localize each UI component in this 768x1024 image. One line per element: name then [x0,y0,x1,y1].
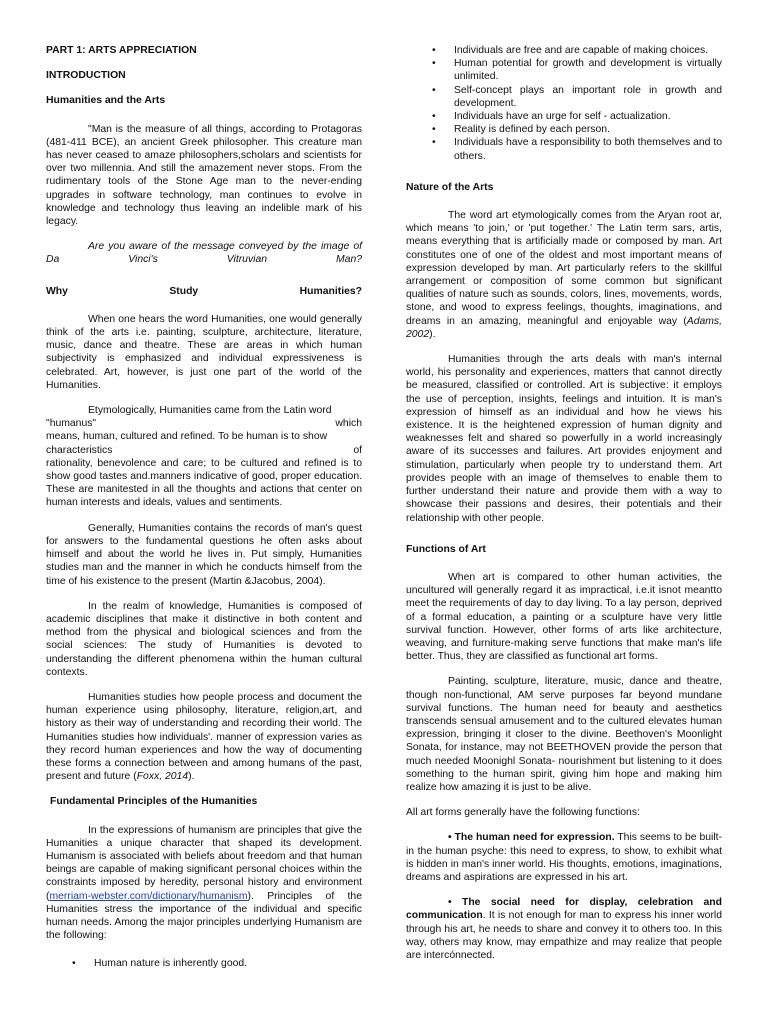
humanism-text: In the expressions of humanism are principles that give the Humanities a unique character that shaped its development. Humanism is associated with beliefs about freedom and that human beings are capable of making significant personal choices within the constraints imposed by heredity, personal history and environment ( [46,824,362,902]
why-word-2: Study [169,285,199,297]
why-study-heading [46,285,362,298]
etymology-line-3: means, human, cultured and refined. To be human is to show [46,431,328,443]
etymology-line-1: Etymologically, Humanities came from the Latin word [88,405,332,417]
process-end: ). [188,771,195,783]
paragraph-realm: In the realm of knowledge, Humanities is composed of academic disciplines that make it distinctive in both content and method from the physical and biological sciences and from the social sciences: The study of Humanities is devoted to understanding the different phenomena within the human cultural contexts. [46,600,362,678]
principle-item: • Self-concept plays an important role in growth and development. [406,84,722,110]
vitruvian-question: Are you aware of the message conveyed by the image of Da Vinci's Vitruvian Man? [46,241,362,266]
humanism-end: ). Principles of the Humanities stress the importance of the individual and specific human needs. Among the major principles underlying Humanism are the following: [46,890,362,942]
principles-list [406,44,722,163]
principles-list-start [46,957,362,970]
paragraph-functions-intro: All art forms generally have the following functions: [406,807,640,819]
why-word-3: Humanities? [299,285,362,297]
etymology-line-5: rationality, benevolence and care; to be cultured and refined is to show good tastes and.manners indicative of good, proper education. These are manitested in all the thoughts and actions that center on human interests and ideals, values and sentiments. [46,457,362,509]
adams-citation: Adams, 2002 [406,315,722,340]
paragraph-beethoven: Painting, sculpture, literature, music, dance and theatre, though non-functional, AM serve purposes far beyond mundane survival functions. The human need for beauty and aesthetics transcends sensual amusement and to the cultured elevates human expression, bringing it closer to the divine. Beethoven's Moonlight Sonata, for instance, may not BEETHOVEN provide the person that much needed Moonighl Sonata- nourishment but listening to it does something to the human spirit, giving him hope and making him realize how amazing it is just to be alive. [406,676,722,793]
right-column [406,44,722,962]
paragraph-process [46,691,362,783]
paragraph-art-etymology [406,209,722,341]
characteristics-word: characteristics [46,444,113,456]
nature-of-arts-heading: Nature of the Arts [406,181,494,193]
art-etymology-text: The word art etymologically comes from the Aryan root ar, which means 'to join,' or 'put together.' The Latin term sars, artis, means everything that is artificially made or composed by man. Art constitutes one of one of the oldest and most important means of expression developed by man. Art particularly refers to the skillful arrangement or composition of some common but significant qualities of nature such as sounds, colors, lines, movements, words, stone, and wood to express feelings, thoughts, imaginations, and dreams in an amazing, meaningful and enjoyable way ( [406,210,722,327]
paragraph-internal-world: Humanities through the arts deals with man's internal world, his personality and experiences, matters that cannot directly be measured, classified or controlled. Art is subjective: it employs the use of perception, insights, feelings and intuition. It is man's expression of himself as an individual and how he views his existence. It is the heightened expression of human dignity and weaknesses felt and shared so powerfully in a world increasingly aware of its successes and failures. Art provides enjoyment and stimulation, particularly when people try to understand them. Art provides people with an image of themselves to enable them to further understand their nature and provide them with a way to showcase their passions and desires, their potentials and their relationship with other people. [406,354,722,524]
social-title: • The social need for display, celebration and communication [406,897,722,922]
humanus-word: "humanus" [46,418,97,430]
paragraph-protagoras: "Man is the measure of all things, according to Protagoras (481-411 BCE), an ancient Greek philosopher. This creature man has never ceased to amaze philosophers,scholars and scientists for over two millennia. And still the amazement never stops. From the rudimentary tools of the Stone Age man to the never-ending upgrades in software technology, man continues to evolve in knowledge and technology thus leaving an indelible mark of his legacy. [46,123,362,228]
process-text: Humanities studies how people process and document the human experience using philosophy, literature, religion,art, and history as their way of understanding and recording their world. The Humanities studies how individuals'. manner of expression varies as they record human experiences and how the way of documenting these forms a connection between and among humans of the past, present and future ( [46,691,362,783]
paragraph-humanism [46,824,362,943]
paragraph-records: Generally, Humanities contains the records of man's quest for answers to the fundamental questions he often asks about himself and about the world he lives in. Put simply, Humanities studies man and the manner in which he conducts himself from the time of his existence to the present (Martin &Jacobus, 2004). [46,522,362,587]
introduction-heading: INTRODUCTION [46,70,126,82]
foxx-citation: Foxx, 2014 [136,771,189,783]
humanities-arts-heading: Humanities and the Arts [46,95,166,107]
expression-body: This seems to be built-in the human psyche: this need to express, to show, to exhibit what is hidden in man's inner world. His thoughts, emotions, imaginations, dreams and aspirations are expressed in his art. [406,832,722,883]
paragraph-etymology [46,404,362,510]
why-word-1: Why [46,285,68,297]
etymology-line-2 [46,417,362,430]
functions-of-art-heading: Functions of Art [406,543,486,555]
paragraph-uncultured: When art is compared to other human activities, the uncultured will generally regard it as impractical, i.e.it isnot meantto meet the requirements of day to day living. To a lay person, deprived of a formal education, a painting or a sculpture have very little survival function. However, other forms of arts like architecture, weaving, and furniture-making serve functions that make man's life better. Thus, they are classified as functional art forms. [406,571,722,663]
principle-item: • Reality is defined by each person. [406,123,722,136]
etymology-line-4 [46,444,362,457]
art-etymology-end: ). [429,328,436,340]
paragraph-arts-think: When one hears the word Humanities, one would generally think of the arts i.e. painting, sculpture, architecture, literature, music, dance and theatre. These are areas in which human subjectivity is emphasized and individual expressiveness is celebrated. Art, however, is just one part of the world of the Humanities. [46,313,362,391]
of-word: of [353,444,362,456]
social-body: . It is not enough for man to express his inner world through his art, he needs to share and convey it to others too. In this way, others may know, may empathize and may realize that people are intercónnected. [406,910,722,961]
function-expression [406,831,722,884]
merriam-webster-link[interactable]: merriam-webster.com/dictionary/humanism [49,890,248,902]
principle-item: • Human nature is inherently good. [46,957,362,970]
which-word: which [335,418,362,430]
principle-item: • Individuals have a responsibility to both themselves and to others. [406,136,722,162]
expression-title: • The human need for expression. [448,832,615,844]
principles-heading: Fundamental Principles of the Humanities [50,796,258,808]
principle-item: • Individuals are free and are capable of making choices. [406,44,722,57]
left-column [46,44,362,971]
part-heading: PART 1: ARTS APPRECIATION [46,45,197,56]
principle-item: • Human potential for growth and development is virtually unlimited. [406,57,722,83]
function-social [406,896,722,962]
principle-item: • Individuals have an urge for self - actualization. [406,110,722,123]
